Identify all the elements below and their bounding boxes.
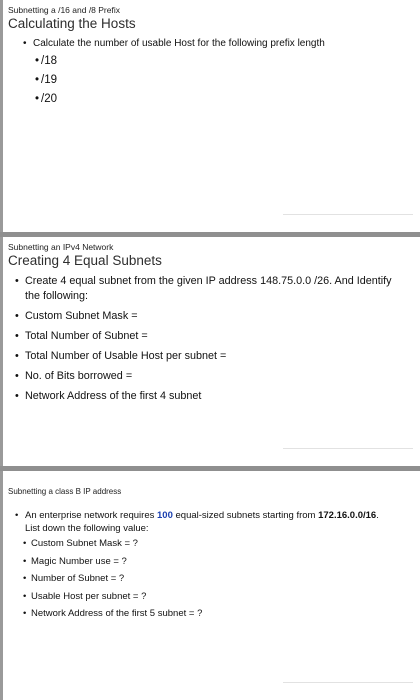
bullet-icon: • [15,275,19,287]
bullet-icon: • [23,608,27,619]
list-item [15,509,385,535]
question-text: Number of Subnet = ? [31,573,125,584]
bullet-icon: • [23,573,27,584]
slide-footer [31,446,413,452]
bullet-icon: • [15,370,19,382]
list-item [15,309,405,324]
question-text: Magic Number use = ? [31,555,127,567]
intro-text: . List down the following value: [25,510,379,534]
intro-text: An enterprise network requires [25,510,158,521]
slide-1 [0,0,420,232]
bullet-icon: • [35,55,40,67]
list-item [15,369,405,384]
bullet-text: Network Address of the first 4 subnet [25,390,202,402]
question-text: Custom Subnet Mask = ? [31,538,138,549]
bullet-icon: • [15,390,19,402]
list-item [23,608,203,626]
slide-footer [31,680,413,686]
footer-credit [283,448,413,449]
list-item [15,349,405,364]
slide-2-kicker: Subnetting an IPv4 Network [8,242,114,252]
bullet-text: Calculate the number of usable Host for the following prefix length [33,38,325,49]
list-item [23,590,202,609]
slide-1-title: Calculating the Hosts [8,16,136,31]
bullet-icon: • [23,590,27,602]
intro-text: equal-sized subnets starting from [172,510,319,521]
list-item [23,555,202,574]
slide-2-title: Creating 4 Equal Subnets [8,253,162,268]
slide-1-bullet-list [23,38,325,52]
bullet-text: Custom Subnet Mask = [25,310,138,322]
prefix-text: /20 [41,93,57,105]
bullet-text: Total Number of Usable Host per subnet = [25,350,227,362]
prefix-text: /19 [41,74,57,86]
list-item [35,93,57,112]
bullet-icon: • [15,350,19,362]
footer-credit [283,214,413,215]
list-item [23,38,325,52]
bullet-icon: • [23,538,27,549]
slide-2 [0,237,420,466]
bullet-icon: • [15,330,19,342]
subnet-count: 100 [157,510,173,521]
question-text: Usable Host per subnet = ? [31,590,147,602]
bullet-icon: • [15,310,19,322]
question-text: Network Address of the first 5 subnet = ? [31,608,203,619]
list-item [35,55,57,74]
bullet-icon: • [15,510,19,521]
list-item [23,573,202,591]
slide-2-bullet-list [15,274,405,409]
bullet-text: No. of Bits borrowed = [25,370,133,382]
bullet-icon: • [23,555,27,567]
bullet-icon: • [23,38,27,49]
list-item [15,389,405,404]
network-address: 172.16.0.0/16 [318,510,377,521]
bullet-icon: • [35,93,40,105]
slide-3-bullet-list [15,509,385,535]
question-list [23,538,203,626]
bullet-text: Create 4 equal subnet from the given IP address 148.75.0.0 /26. And Identify the following: [25,275,392,302]
bullet-icon: • [35,74,40,86]
prefix-text: /18 [41,55,57,67]
slide-1-kicker: Subnetting a /16 and /8 Prefix [8,5,120,15]
slide-footer [31,212,413,218]
prefix-list [35,55,57,112]
bullet-text: Total Number of Subnet = [25,330,148,342]
list-item [15,329,405,344]
slide-3-kicker: Subnetting a class B IP address [8,487,122,496]
slide-3 [0,471,420,700]
list-item [15,274,405,304]
footer-credit [283,682,413,683]
list-item [23,538,202,556]
list-item [35,74,57,93]
